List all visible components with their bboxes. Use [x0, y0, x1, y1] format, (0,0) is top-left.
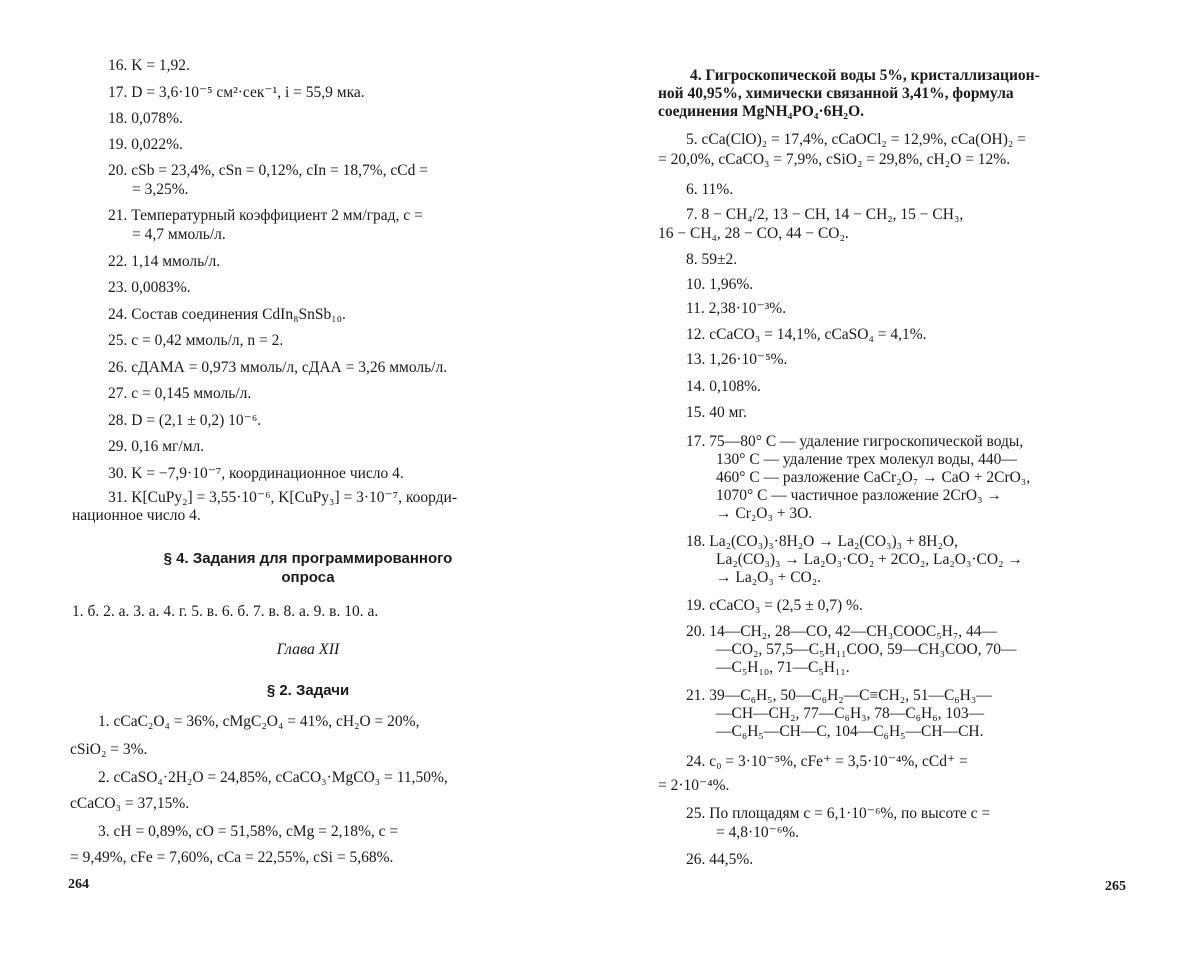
right-line-3: 5. cCa(ClO)₂ = 17,4%, cCaOCl₂ = 12,9%, cCa(OH)₂ =	[686, 131, 1026, 148]
left-line-9: 23. 0,0083%.	[108, 279, 191, 296]
left-line-15: 29. 0,16 мг/мл.	[108, 438, 205, 455]
left-line-8: 22. 1,14 ммоль/л.	[108, 253, 221, 270]
right-line-22: → La₂O₃ + CO₂.	[716, 569, 822, 586]
right-line-15: 17. 75—80° C — удаление гигроскопической воды,	[686, 433, 1024, 450]
right-line-20: 18. La₂(CO₃)₃·8H₂O → La₂(CO₃)₃ + 8H₂O,	[686, 533, 958, 550]
left-line-18: национное число 4.	[72, 507, 201, 524]
right-line-14: 15. 40 мг.	[686, 404, 747, 421]
right-line-5: 6. 11%.	[686, 181, 734, 198]
left-line-19: 1. б. 2. а. 3. а. 4. г. 5. в. 6. б. 7. в. 8. а. 9. в. 10. а.	[72, 603, 379, 620]
right-line-2: соединения MgNH₄PO₄·6H₂O.	[658, 103, 865, 120]
left-line-24: 3. cH = 0,89%, cO = 51,58%, cMg = 2,18%, c =	[98, 823, 399, 840]
left-line-20: 1. cCaC₂O₄ = 36%, cMgC₂O₄ = 41%, cH₂O = 20%,	[98, 713, 420, 730]
right-line-30: 24. c₀ = 3·10⁻⁵%, cFe⁺ = 3,5·10⁻⁴%, cCd⁺ =	[686, 753, 968, 770]
right-line-25: —CO₂, 57,5—C₅H₁₁COO, 59—CH₃COO, 70—	[716, 641, 1017, 658]
page-number-left: 264	[68, 877, 89, 892]
right-line-33: = 4,8·10⁻⁶%.	[716, 824, 800, 841]
right-line-28: —CH—CH₂, 77—C₆H₃, 78—C₆H₆, 103—	[716, 705, 985, 722]
left-line-11: 25. c = 0,42 ммоль/л, n = 2.	[108, 332, 284, 349]
left-line-22: 2. cCaSO₄·2H₂O = 24,85%, cCaCO₃·MgCO₃ = 11,50%,	[98, 769, 448, 786]
left-line-16: 30. K = −7,9·10⁻⁷, координационное число 4.	[108, 465, 404, 482]
right-line-24: 20. 14—CH₂, 28—CO, 42—CH₃COOC₅H₇, 44—	[686, 623, 997, 640]
right-line-6: 7. 8 − CH₄/2, 13 − CH, 14 − CH₂, 15 − CH₃,	[686, 206, 964, 223]
right-line-1: ной 40,95%, химически связанной 3,41%, формула	[658, 85, 1014, 102]
left-line-2: 18. 0,078%.	[108, 110, 183, 127]
right-line-31: = 2·10⁻⁴%.	[658, 777, 730, 794]
right-line-23: 19. cCaCO₃ = (2,5 ± 0,7) %.	[686, 597, 863, 614]
left-line-3: 19. 0,022%.	[108, 136, 183, 153]
chapter-title: Глава XII	[276, 641, 340, 658]
right-line-21: La₂(CO₃)₃ → La₂O₃·CO₂ + 2CO₂, La₂O₃·CO₂ →	[716, 551, 1023, 568]
left-line-14: 28. D = (2,1 ± 0,2) 10⁻⁶.	[108, 412, 262, 429]
right-line-11: 12. cCaCO₃ = 14,1%, cCaSO₄ = 4,1%.	[686, 326, 927, 343]
left-line-0: 16. K = 1,92.	[108, 57, 190, 74]
section-4-title-cont: опроса	[281, 569, 335, 586]
left-line-5: = 3,25%.	[132, 181, 189, 198]
left-line-23: cCaCO₃ = 37,15%.	[70, 795, 190, 812]
section-2-title: § 2. Задачи	[266, 682, 350, 699]
right-line-16: 130° C — удаление трех молекул воды, 440—	[716, 451, 1017, 468]
left-line-4: 20. cSb = 23,4%, cSn = 0,12%, cIn = 18,7%, cCd =	[108, 162, 428, 179]
right-line-17: 460° C — разложение CaCr₂O₇ → CaO + 2CrO₃,	[716, 469, 1031, 486]
right-line-12: 13. 1,26·10⁻⁵%.	[686, 351, 788, 368]
left-line-1: 17. D = 3,6·10⁻⁵ см²·сек⁻¹, i = 55,9 мка.	[108, 84, 365, 101]
left-line-7: = 4,7 ммоль/л.	[132, 226, 226, 243]
right-line-29: —C₆H₅—CH—C, 104—C₆H₅—CH—CH.	[716, 723, 984, 740]
left-line-6: 21. Температурный коэффициент 2 мм/град, c =	[108, 207, 423, 224]
left-line-10: 24. Состав соединения CdIn₈SnSb₁₀.	[108, 306, 346, 323]
left-line-25: = 9,49%, cFe = 7,60%, cCa = 22,55%, cSi = 5,68%.	[70, 849, 394, 866]
right-line-8: 8. 59±2.	[686, 251, 738, 268]
left-line-17: 31. K[CuPy₂] = 3,55·10⁻⁶, K[CuPy₃] = 3·10⁻⁷, коорди-	[108, 489, 457, 506]
right-line-18: 1070° C — частичное разложение 2CrO₃ →	[716, 487, 1002, 504]
right-page	[656, 0, 1126, 968]
right-line-19: → Cr₂O₃ + 3O.	[716, 505, 813, 522]
right-line-32: 25. По площадям c = 6,1·10⁻⁶%, по высоте c =	[686, 805, 991, 822]
section-4-title: § 4. Задания для программированного	[163, 550, 453, 567]
right-line-7: 16 − CH₄, 28 − CO, 44 − CO₂.	[658, 225, 849, 242]
page-number-right: 265	[1105, 879, 1126, 894]
left-page	[68, 0, 548, 968]
right-line-9: 10. 1,96%.	[686, 276, 754, 293]
right-line-13: 14. 0,108%.	[686, 378, 761, 395]
right-line-27: 21. 39—C₆H₅, 50—C₆H₂—C≡CH₂, 51—C₆H₃—	[686, 687, 992, 704]
right-line-4: = 20,0%, cCaCO₃ = 7,9%, cSiO₂ = 29,8%, cH₂O = 12%.	[658, 151, 1011, 168]
right-line-26: —C₅H₁₀, 71—C₅H₁₁.	[716, 659, 850, 676]
right-line-10: 11. 2,38·10⁻³%.	[686, 300, 787, 317]
left-line-12: 26. cДАМА = 0,973 ммоль/л, cДАА = 3,26 ммоль/л.	[108, 359, 448, 376]
right-line-0: 4. Гигроскопической воды 5%, кристаллизацион-	[690, 67, 1040, 84]
right-line-34: 26. 44,5%.	[686, 851, 754, 868]
left-line-21: cSiO₂ = 3%.	[70, 741, 148, 758]
left-line-13: 27. c = 0,145 ммоль/л.	[108, 385, 252, 402]
